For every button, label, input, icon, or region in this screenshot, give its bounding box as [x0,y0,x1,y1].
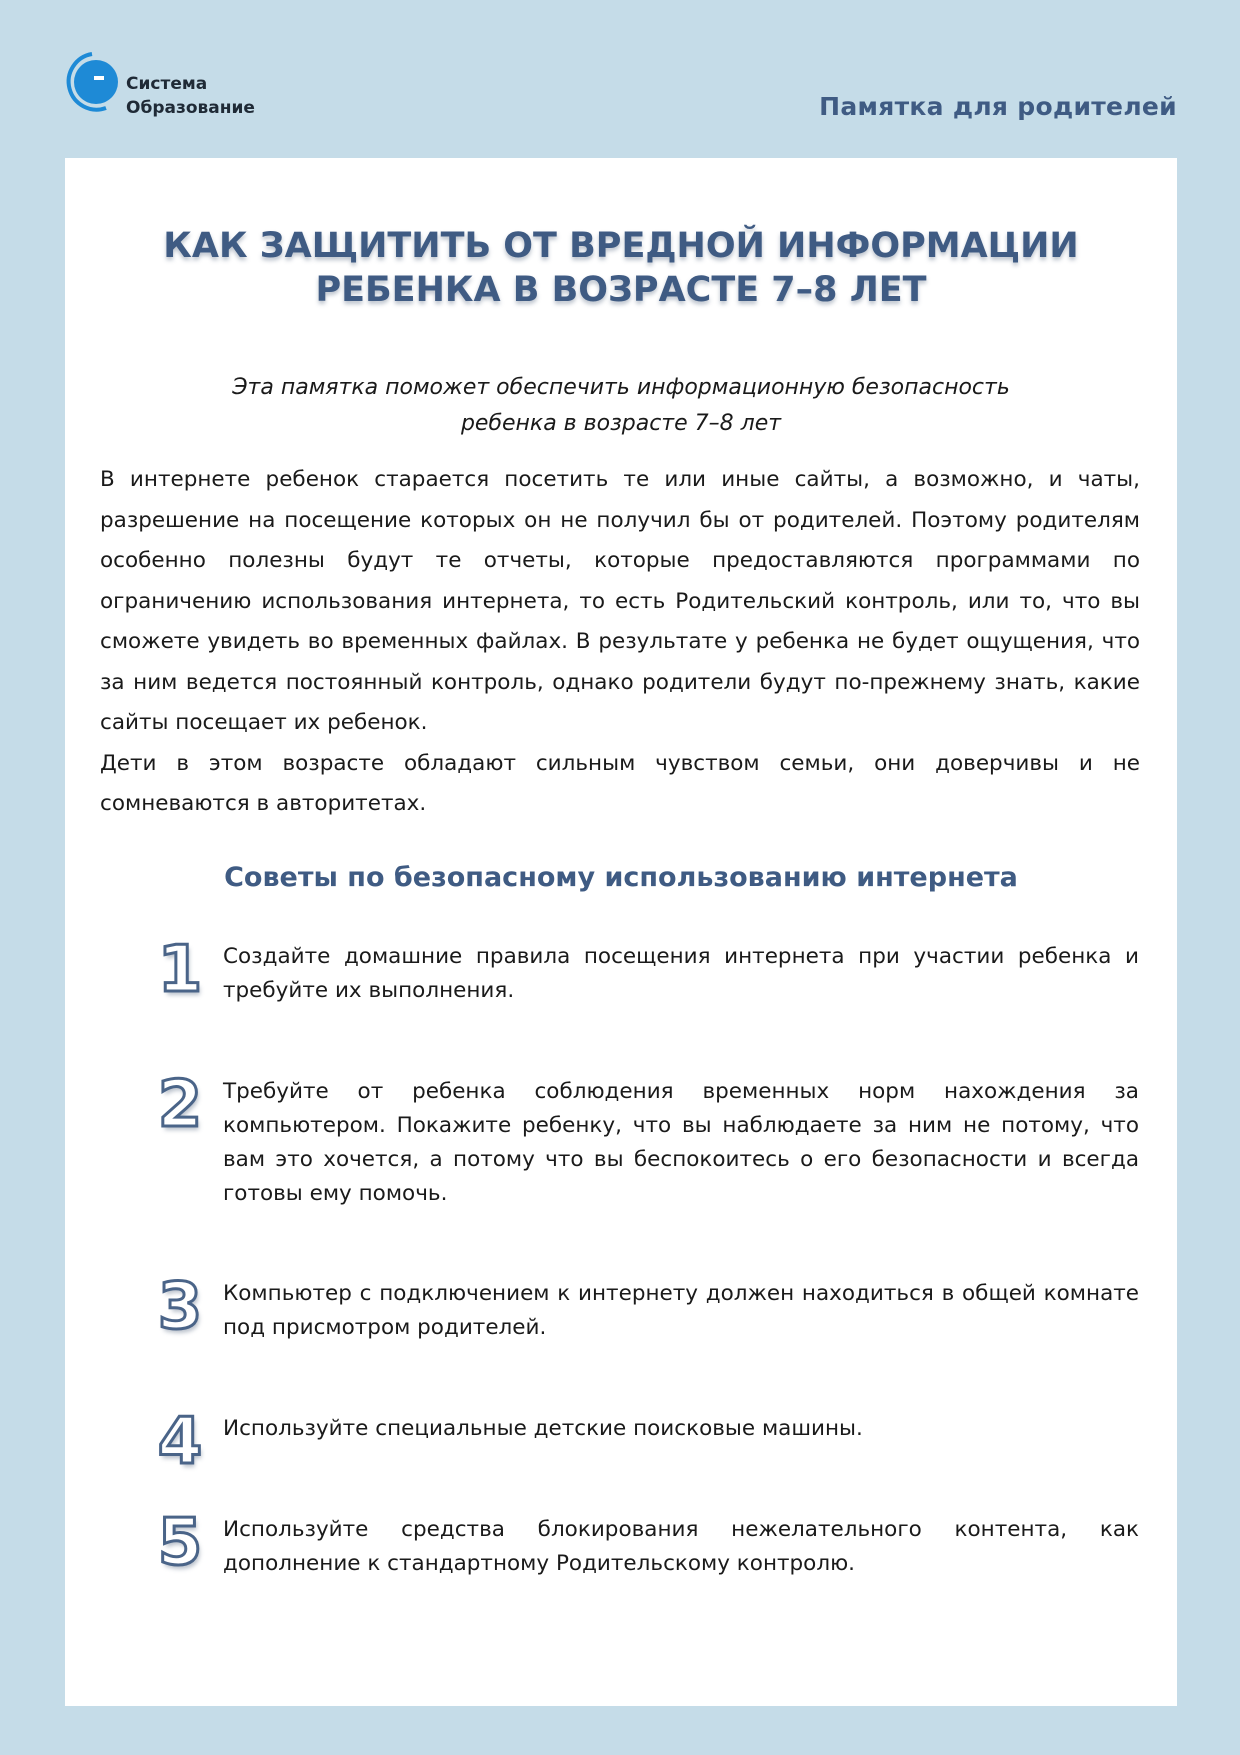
tip-text-4: Используйте специальные детские поисковые машины. [223,1416,863,1441]
page-subtitle-line1: Эта памятка поможет обеспечить информационную безопасность [232,375,1010,400]
intro-paragraph-1: В интернете ребенок старается посетить те или иные сайты, а возможно, и чаты, разрешение на посещение которых он не получил бы от родителей. Поэтому родителям особенно полезны будут те отчеты, которые предоставляются программами по ограничению использования интернета, то есть Родительский контроль, или то, что вы сможете увидеть во временных файлах. В результате у ребенка не будет ощущения, что за ним ведется постоянный контроль, однако родители будут по-прежнему знать, какие сайты посещает их ребенок. [100,467,1140,735]
tips-heading: Советы по безопасному использованию интернета [224,862,1018,893]
brand-name-line1: Система [126,74,208,94]
tip-text-5: Используйте средства блокирования нежелательного контента, как дополнение к стандартному Родительскому контролю. [223,1517,1139,1576]
brand-logo [62,46,332,126]
document-sheet [65,158,1177,1706]
header-memo-label: Памятка для родителей [819,92,1177,121]
page-title [65,224,1177,312]
page-subtitle [65,370,1177,442]
tip-number-3: 3 [157,1270,203,1344]
brand-name [126,72,255,120]
tip-text-2: Требуйте от ребенка соблюдения временных норм нахождения за компьютером. Покажите ребенку, что вы наблюдаете за ним не потому, что вам это хочется, а потому что вы беспокоитесь о его безопасности и всегда готовы ему помочь. [223,1079,1139,1206]
tip-number-4: 4 [157,1405,203,1479]
sistema-obrazovanie-logo-icon [62,46,126,118]
page-subtitle-line2: ребенка в возрасте 7–8 лет [460,411,782,436]
page-title-line2: РЕБЕНКА В ВОЗРАСТЕ 7–8 ЛЕТ [315,270,927,310]
tip-number-2: 2 [157,1068,203,1142]
intro-paragraph-2: Дети в этом возрасте обладают сильным чувством семьи, они доверчивы и не сомневаются в авторитетах. [100,750,1140,816]
tip-number-5: 5 [157,1506,203,1580]
tip-text-3: Компьютер с подключением к интернету должен находиться в общей комнате под присмотром родителей. [223,1281,1139,1340]
intro-body [100,460,1140,825]
tip-number-1: 1 [157,933,203,1007]
tip-text-1: Создайте домашние правила посещения интернета при участии ребенка и требуйте их выполнения. [223,944,1139,1003]
page-title-line1: КАК ЗАЩИТИТЬ ОТ ВРЕДНОЙ ИНФОРМАЦИИ [163,226,1079,266]
brand-name-line2: Образование [126,98,255,118]
